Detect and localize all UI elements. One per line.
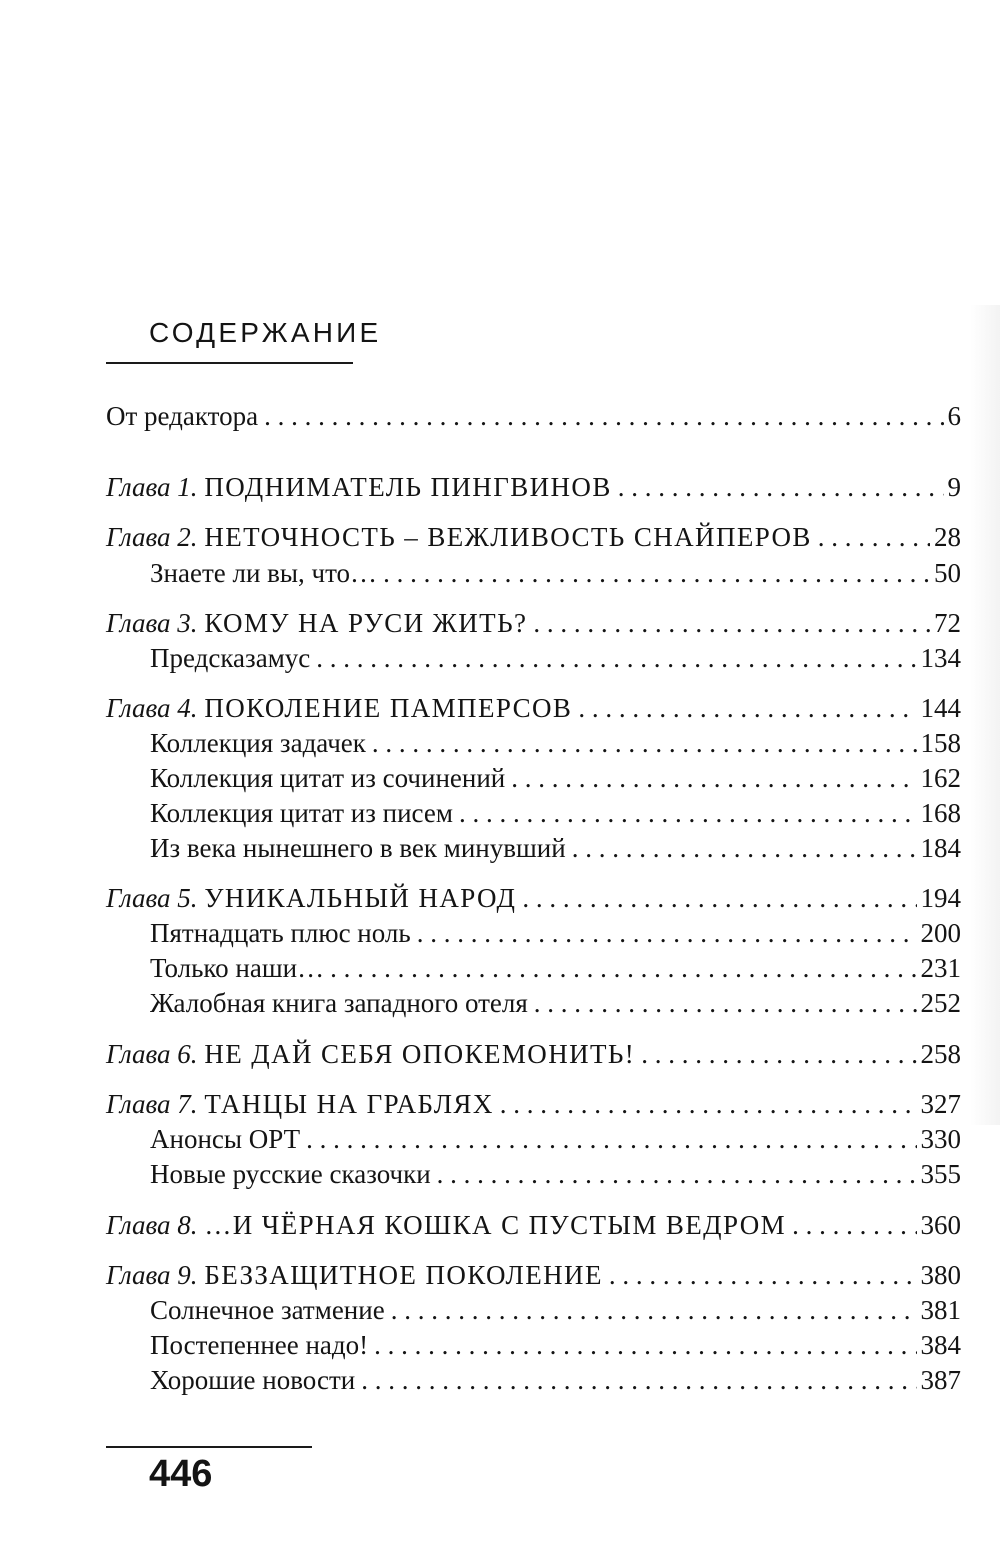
footer-rule [106, 1446, 312, 1448]
dot-leader [383, 556, 930, 590]
page-ref: 144 [920, 693, 961, 723]
chapter-title: НЕ ДАЙ СЕБЯ ОПОКЕМОНИТЬ! [204, 1039, 636, 1069]
toc-subsection-row [150, 761, 961, 795]
entry-title: Только наши… [150, 953, 325, 983]
page-ref: 194 [920, 883, 961, 913]
page-ref: 384 [920, 1330, 961, 1360]
page-ref: 50 [934, 558, 961, 588]
toc-chapter-row [106, 520, 961, 554]
dot-leader [306, 1122, 916, 1156]
chapter-label: Глава 4. [106, 693, 198, 723]
toc-chapter-row [106, 881, 961, 915]
dot-leader [316, 641, 916, 675]
toc-subsection-row [150, 1363, 961, 1397]
page-number: 446 [149, 1453, 213, 1495]
page-ref: 28 [934, 522, 961, 552]
chapter-label: Глава 9. [106, 1260, 198, 1290]
chapter-title: ПОКОЛЕНИЕ ПАМПЕРСОВ [204, 693, 573, 723]
dot-leader [522, 881, 916, 915]
page-ref: 134 [920, 643, 961, 673]
chapter-label: Глава 1. [106, 472, 198, 502]
dot-leader [459, 796, 917, 830]
dot-leader [609, 1258, 917, 1292]
page-ref: 380 [920, 1260, 961, 1290]
entry-title: Солнечное затмение [150, 1295, 385, 1325]
toc-chapter-row [106, 1208, 961, 1242]
heading-underline [106, 362, 353, 364]
entry-title: Знаете ли вы, что… [150, 558, 378, 588]
dot-leader [372, 726, 917, 760]
toc-chapter-row [106, 470, 961, 504]
entry-title: Хорошие новости [150, 1365, 356, 1395]
entry-title: Жалобная книга западного отеля [150, 988, 528, 1018]
toc-subsection-row [150, 1293, 961, 1327]
dot-leader [511, 761, 916, 795]
page-ref: 330 [920, 1124, 961, 1154]
dot-leader [818, 520, 930, 554]
chapter-label: Глава 5. [106, 883, 198, 913]
toc-chapter-row [106, 1037, 961, 1071]
page-ref: 6 [947, 401, 961, 431]
dot-leader [437, 1157, 917, 1191]
chapter-label: Глава 8. [106, 1210, 198, 1240]
toc-subsection-row [150, 831, 961, 865]
chapter-title: …И ЧЁРНАЯ КОШКА С ПУСТЫМ ВЕДРОМ [204, 1210, 787, 1240]
contents-heading: СОДЕРЖАНИЕ [149, 317, 382, 348]
chapter-label: Глава 7. [106, 1089, 198, 1119]
chapter-title: КОМУ НА РУСИ ЖИТЬ? [204, 608, 528, 638]
entry-title: Постепеннее надо! [150, 1330, 369, 1360]
chapter-title: УНИКАЛЬНЫЙ НАРОД [204, 883, 517, 913]
toc-chapter-row [106, 1087, 961, 1121]
page-ref: 158 [920, 728, 961, 758]
entry-title: Коллекция цитат из писем [150, 798, 453, 828]
page-ref: 381 [920, 1295, 961, 1325]
page-ref: 327 [920, 1089, 961, 1119]
entry-title: От редактора [106, 401, 259, 431]
chapter-title: НЕТОЧНОСТЬ – ВЕЖЛИВОСТЬ СНАЙПЕРОВ [204, 522, 812, 552]
entry-title: Из века нынешнего в век минувший [150, 833, 566, 863]
toc-subsection-row [150, 726, 961, 760]
chapter-title: ТАНЦЫ НА ГРАБЛЯХ [204, 1089, 494, 1119]
dot-leader [792, 1208, 916, 1242]
dot-leader [578, 691, 916, 725]
toc-subsection-row [150, 641, 961, 675]
toc-subsection-row [150, 1157, 961, 1191]
dot-leader [374, 1328, 916, 1362]
toc-subsection-row [150, 986, 961, 1020]
page-ref: 355 [920, 1159, 961, 1189]
entry-title: Пятнадцать плюс ноль [150, 918, 411, 948]
dot-leader [417, 916, 917, 950]
dot-leader [533, 606, 930, 640]
entry-title: Новые русские сказочки [150, 1159, 431, 1189]
page-ref: 360 [920, 1210, 961, 1240]
chapter-title: БЕЗЗАЩИТНОЕ ПОКОЛЕНИЕ [204, 1260, 603, 1290]
toc-subsection-row [150, 951, 961, 985]
page-ref: 231 [920, 953, 961, 983]
dot-leader [500, 1087, 917, 1121]
toc-subsection-row [150, 1122, 961, 1156]
entry-title: Коллекция задачек [150, 728, 366, 758]
dot-leader [618, 470, 944, 504]
toc-subsection-row [150, 796, 961, 830]
page-ref: 184 [920, 833, 961, 863]
dot-leader [330, 951, 916, 985]
chapter-label: Глава 3. [106, 608, 198, 638]
entry-title: Коллекция цитат из сочинений [150, 763, 506, 793]
entry-title: Анонсы ОРТ [150, 1124, 301, 1154]
page-ref: 252 [920, 988, 961, 1018]
page-ref: 258 [920, 1039, 961, 1069]
page-ref: 9 [947, 472, 961, 502]
toc-subsection-row [150, 556, 961, 590]
dot-leader [534, 986, 917, 1020]
toc-subsection-row [150, 1328, 961, 1362]
dot-leader [572, 831, 917, 865]
dot-leader [264, 399, 943, 433]
toc-chapter-row [106, 691, 961, 725]
toc-subsection-row [150, 916, 961, 950]
chapter-label: Глава 6. [106, 1039, 198, 1069]
page-ref: 168 [920, 798, 961, 828]
toc-row [106, 399, 961, 433]
page-edge-shadow [970, 305, 1000, 1125]
chapter-label: Глава 2. [106, 522, 198, 552]
dot-leader [361, 1363, 916, 1397]
chapter-title: ПОДНИМАТЕЛЬ ПИНГВИНОВ [204, 472, 612, 502]
page-ref: 387 [920, 1365, 961, 1395]
toc-chapter-row [106, 1258, 961, 1292]
entry-title: Предсказамус [150, 643, 311, 673]
page-ref: 72 [934, 608, 961, 638]
dot-leader [641, 1037, 916, 1071]
toc-chapter-row [106, 606, 961, 640]
page-ref: 200 [920, 918, 961, 948]
dot-leader [391, 1293, 917, 1327]
page-ref: 162 [920, 763, 961, 793]
